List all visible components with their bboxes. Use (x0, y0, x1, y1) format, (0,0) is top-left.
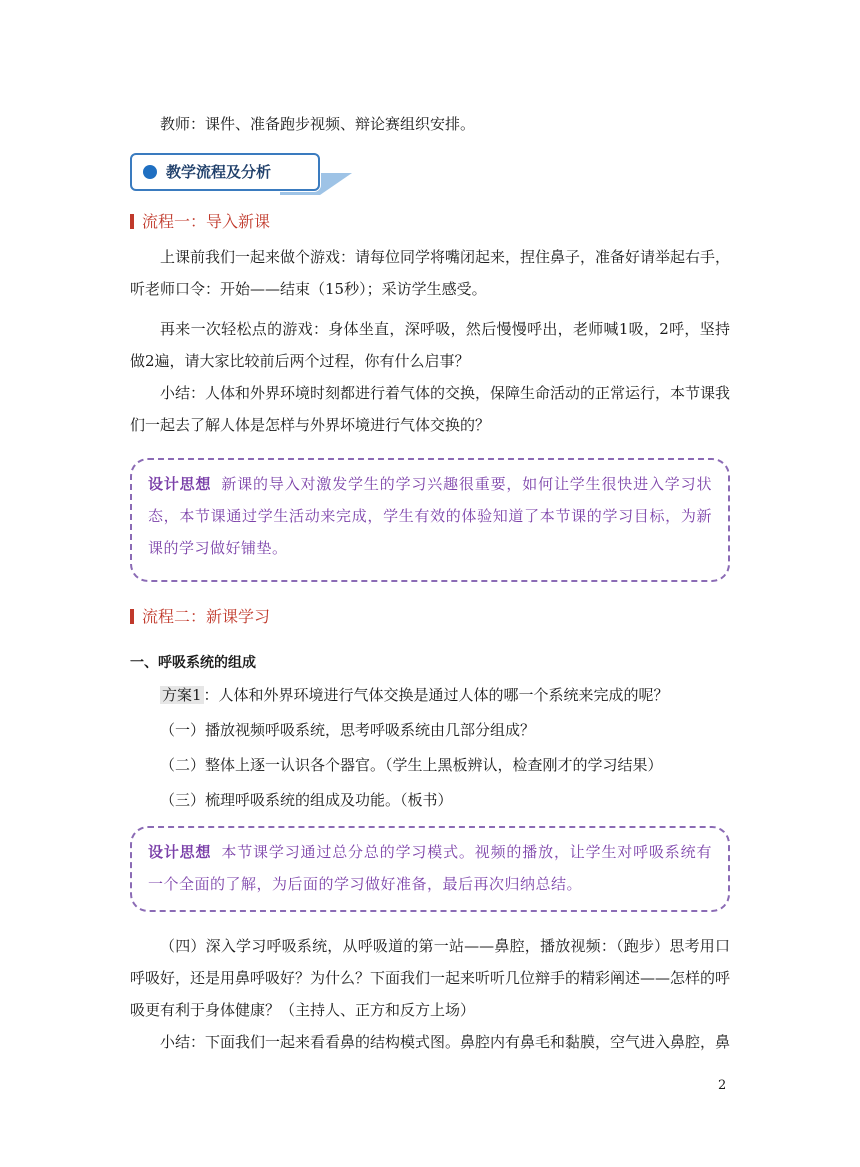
badge-title: 教学流程及分析 (166, 163, 272, 181)
design-label-1: 设计思想 (148, 475, 212, 493)
section-heading: 一、呼吸系统的组成 (130, 655, 256, 671)
section-badge (130, 153, 360, 195)
red-bar-icon (130, 609, 134, 624)
design-text-1: 新课的导入对激发学生的学习兴趣很重要，如何让学生很快进入学习状态，本节课通过学生活动来完成，学生有效的体验知道了本节课的学习目标，为新课的学习做好铺垫。 (148, 475, 712, 557)
step-4: （四）深入学习呼吸系统，从呼吸道的第一站——鼻腔，播放视频：（跑步）思考用口呼吸好，还是用鼻呼吸好？为什么？下面我们一起来听听几位辩手的精彩阐述——怎样的呼吸更有利于身体健康？（主持人、正方和反方上场） (130, 937, 731, 1019)
flow2-title (130, 606, 270, 628)
flow1-paragraph-3: 小结：人体和外界环境时刻都进行着气体的交换，保障生命活动的正常运行，本节课我们一起去了解人体是怎样与外界坏境进行气体交换的？ (130, 384, 731, 434)
summary-line: 小结：下面我们一起来看看鼻的结构模式图。鼻腔内有鼻毛和黏膜，空气进入鼻腔，鼻 (160, 1033, 731, 1051)
flow2-title-text: 流程二：新课学习 (142, 607, 271, 626)
design-thought-box-1 (130, 458, 730, 582)
red-bar-icon (130, 214, 134, 229)
design-thought-box-2 (130, 826, 730, 912)
step-3: （三）梳理呼吸系统的组成及功能。（板书） (160, 791, 453, 809)
page-number: 2 (718, 1078, 727, 1093)
plan-text: ：人体和外界环境进行气体交换是通过人体的哪一个系统来完成的呢？ (203, 686, 669, 704)
design-text-2: 本节课学习通过总分总的学习模式。视频的播放，让学生对呼吸系统有一个全面的了解，为后面的学习做好准备，最后再次归纳总结。 (148, 843, 712, 893)
bullet-dot-icon (143, 165, 157, 179)
flow1-title (130, 211, 270, 233)
intro-line: 教师：课件、准备跑步视频、辩论赛组织安排。 (160, 115, 476, 133)
flow1-title-text: 流程一：导入新课 (142, 212, 271, 231)
flow1-paragraph-1: 上课前我们一起来做个游戏：请每位同学将嘴闭起来，捏住鼻子，准备好请举起右手，听老师口令：开始——结束（15秒）；采访学生感受。 (130, 248, 731, 298)
design-thought-2 (148, 836, 712, 900)
plan-line (130, 679, 730, 711)
step-2: （二）整体上逐一认识各个器官。（学生上黑板辨认，检查刚才的学习结果） (160, 756, 663, 774)
plan-label: 方案1 (162, 686, 202, 704)
design-label-2: 设计思想 (148, 843, 212, 861)
design-thought-1 (148, 468, 712, 564)
step-1: （一）播放视频呼吸系统，思考呼吸系统由几部分组成？ (160, 721, 536, 739)
badge-box (130, 153, 320, 191)
flow1-paragraph-2: 再来一次轻松点的游戏：身体坐直，深呼吸，然后慢慢呼出，老师喊1吸，2呼，坚持做2遍，请大家比较前后两个过程，你有什么启事？ (130, 320, 730, 370)
